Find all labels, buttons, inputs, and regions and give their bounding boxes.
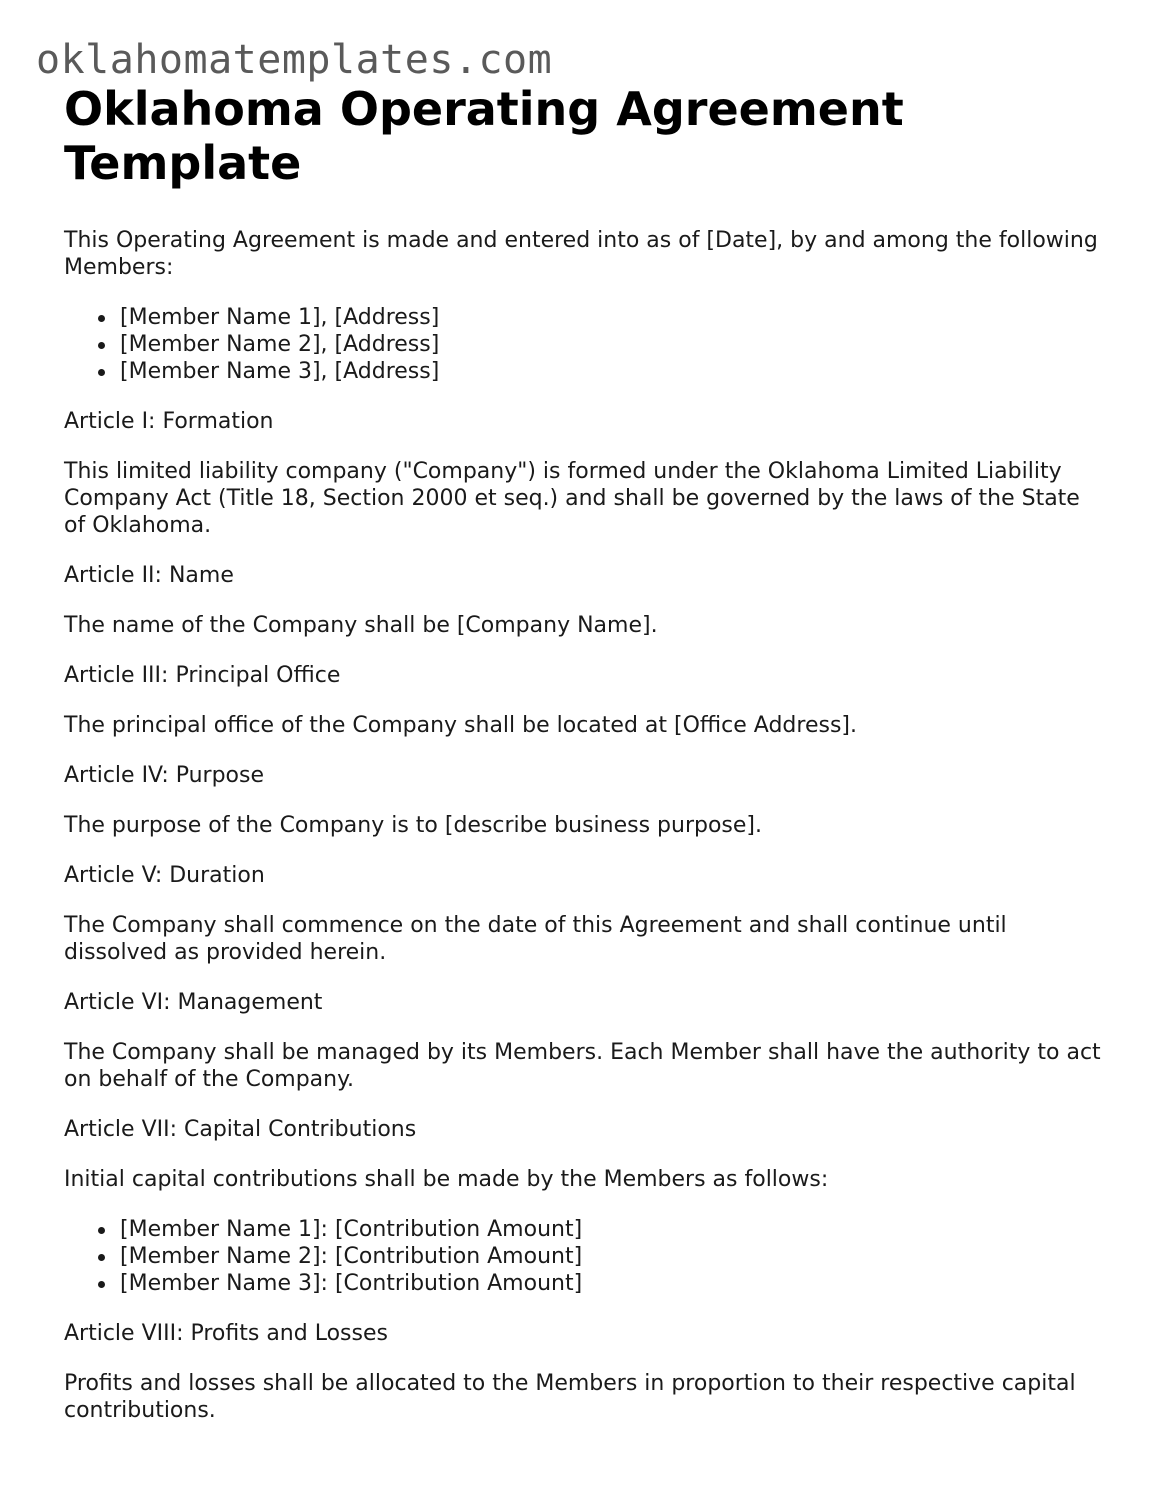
contribution-text: [Member Name 1]: [Contribution Amount]: [120, 1217, 583, 1242]
contribution-list-item: [120, 1216, 1104, 1243]
member-list-item: [120, 331, 1104, 358]
contribution-text: [Member Name 2]: [Contribution Amount]: [120, 1244, 583, 1269]
article-6-body: The Company shall be managed by its Members. Each Member shall have the authority to act on behalf of the Company.: [64, 1040, 1101, 1092]
bullet-icon: [98, 315, 105, 322]
bullet-icon: [98, 1281, 105, 1288]
article-3-heading: Article III: Principal Office: [64, 663, 341, 688]
member-text: [Member Name 3], [Address]: [120, 359, 440, 384]
members-list: [64, 304, 1104, 385]
document-title: Oklahoma Operating Agreement Template: [64, 82, 904, 190]
article-4-heading: Article IV: Purpose: [64, 763, 265, 788]
bullet-icon: [98, 1254, 105, 1261]
contribution-list-item: [120, 1243, 1104, 1270]
intro-paragraph: This Operating Agreement is made and entered into as of [Date], by and among the following Members:: [64, 228, 1098, 280]
bullet-icon: [98, 1227, 105, 1234]
site-watermark: oklahomatemplates.com: [36, 37, 553, 83]
document-body: [64, 82, 1104, 1424]
contribution-text: [Member Name 3]: [Contribution Amount]: [120, 1271, 583, 1296]
article-5-heading: Article V: Duration: [64, 863, 265, 888]
article-6-heading: Article VI: Management: [64, 990, 323, 1015]
member-text: [Member Name 1], [Address]: [120, 305, 440, 330]
article-7-heading: Article VII: Capital Contributions: [64, 1117, 417, 1142]
bullet-icon: [98, 342, 105, 349]
member-list-item: [120, 358, 1104, 385]
article-1-heading: Article I: Formation: [64, 409, 274, 434]
contribution-list-item: [120, 1270, 1104, 1297]
article-8-body: Profits and losses shall be allocated to the Members in proportion to their respective capital contributions.: [64, 1371, 1076, 1423]
article-2-heading: Article II: Name: [64, 563, 234, 588]
article-5-body: The Company shall commence on the date of this Agreement and shall continue until dissolved as provided herein.: [64, 913, 1007, 965]
contributions-list: [64, 1216, 1104, 1297]
bullet-icon: [98, 369, 105, 376]
member-text: [Member Name 2], [Address]: [120, 332, 440, 357]
article-7-body: Initial capital contributions shall be made by the Members as follows:: [64, 1167, 829, 1192]
article-2-body: The name of the Company shall be [Company Name].: [64, 613, 658, 638]
article-3-body: The principal office of the Company shall be located at [Office Address].: [64, 713, 857, 738]
article-4-body: The purpose of the Company is to [describe business purpose].: [64, 813, 762, 838]
member-list-item: [120, 304, 1104, 331]
article-1-body: This limited liability company ("Company") is formed under the Oklahoma Limited Liability Company Act (Title 18, Section 2000 et seq.) and shall be governed by the laws of the State of Oklahoma.: [64, 459, 1080, 538]
article-8-heading: Article VIII: Profits and Losses: [64, 1321, 388, 1346]
